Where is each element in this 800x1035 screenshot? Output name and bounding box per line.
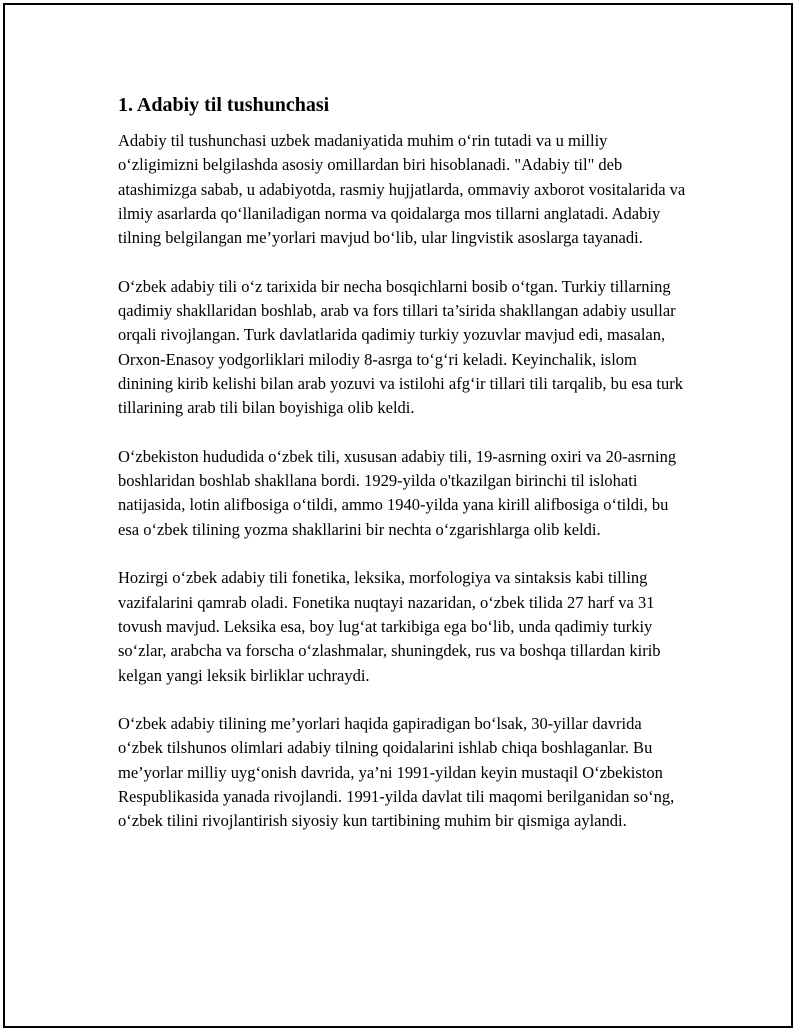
paragraph-3: O‘zbekiston hududida o‘zbek tili, xususan adabiy tili, 19-asrning oxiri va 20-asrning boshlaridan boshlab shakllana bordi. 1929-yilda o'tkazilgan birinchi til islohati natijasida, lotin alifbosiga o‘tildi, ammo 1940-yilda yana kirill alifbosiga o‘tildi, bu esa o‘zbek tilining yozma shakllarini bir nechta o‘zgarishlarga olib keldi.: [118, 446, 677, 539]
paragraph-1: Adabiy til tushunchasi uzbek madaniyatida muhim o‘rin tutadi va u milliy o‘zligimizni belgilashda asosiy omillardan biri hisoblanadi. "Adabiy til" deb atashimizga sabab, u adabiyotda, rasmiy hujjatlarda, ommaviy axborot vositalarida va ilmiy asarlarda qo‘llaniladigan norma va qoidalarga mos tillarni anglatadi. Adabiy tilning belgilangan me’yorlari mavjud bo‘lib, ular lingvistik asoslarga tayanadi.: [118, 131, 686, 248]
paragraph-2: O‘zbek adabiy tili o‘z tarixida bir necha bosqichlarni bosib o‘tgan. Turkiy tillarning qadimiy shakllaridan boshlab, arab va fors tillari ta’sirida shakllangan adabiy usullar orqali rivojlangan. Turk davlatlarida qadimiy turkiy yozuvlar mavjud edi, masalan, Orxon-Enasoy yodgorliklari milodiy 8-asrga to‘g‘ri keladi. Keyinchalik, islom dinining kirib kelishi bilan arab yozuvi va istilohi afg‘ir tillari tili tarqalib, bu esa turk tillarining arab tili bilan boyishiga olib keldi.: [118, 276, 684, 418]
section-title: 1. Adabiy til tushunchasi: [118, 94, 330, 116]
paragraph-4: Hozirgi o‘zbek adabiy tili fonetika, leksika, morfologiya va sintaksis kabi tilling vazifalarini qamrab oladi. Fonetika nuqtayi nazaridan, o‘zbek tilida 27 harf va 31 tovush mavjud. Leksika esa, boy lug‘at tarkibiga ega bo‘lib, unda qadimiy turkiy so‘zlar, arabcha va forscha o‘zlashmalar, shuningdek, rus va boshqa tillardan kirib kelgan yangi leksik birliklar uchraydi.: [118, 568, 661, 685]
paragraph-5: O‘zbek adabiy tilining me’yorlari haqida gapiradigan bo‘lsak, 30-yillar davrida o‘zbek tilshunos olimlari adabiy tilning qoidalarini ishlab chiqa boshlaganlar. Bu me’yorlar milliy uyg‘onish davrida, ya’ni 1991-yildan keyin mustaqil O‘zbekiston Respublikasida yanada rivojlandi. 1991-yilda davlat tili maqomi berilganidan so‘ng, o‘zbek tilini rivojlantirish siyosiy kun tartibining muhim bir qismiga aylandi.: [118, 714, 675, 831]
document-body: [118, 92, 690, 834]
